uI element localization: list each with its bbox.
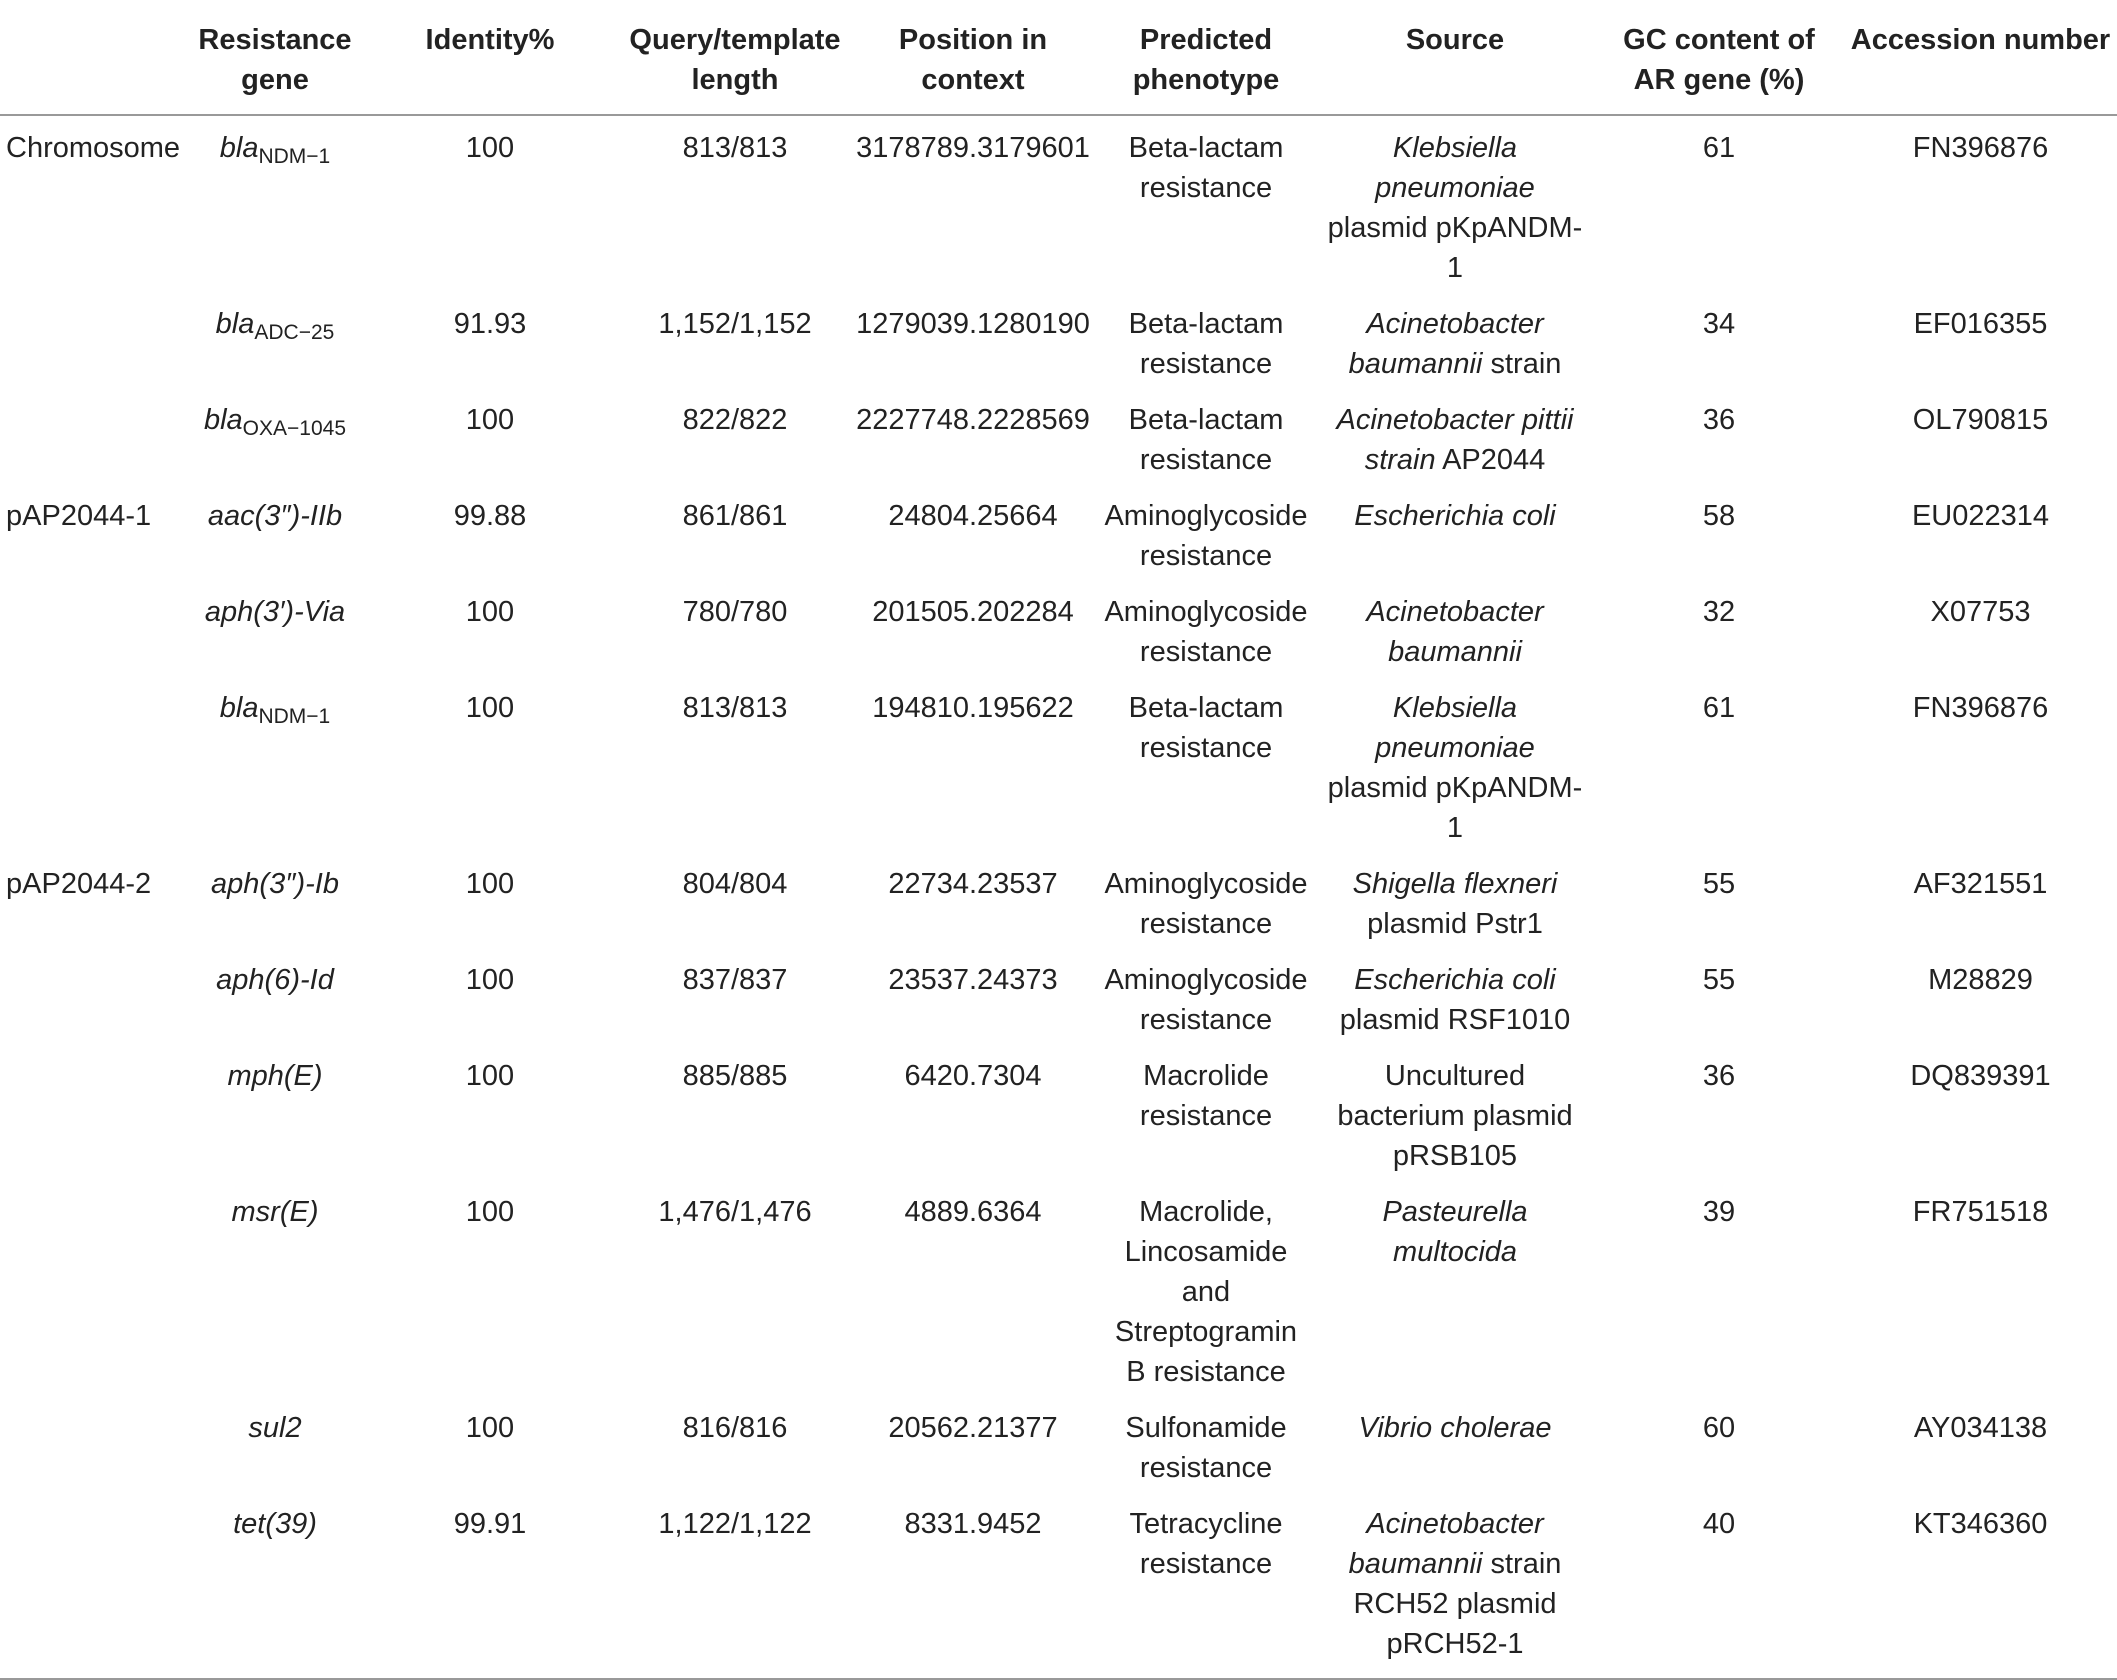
gene-name: aac(3″)-IIb	[207, 500, 343, 532]
phenotype-cell: Aminoglycoside resistance	[1104, 964, 1308, 1036]
resistance-gene-cell	[190, 115, 360, 292]
accession-cell: EU022314	[1911, 500, 2050, 532]
position-cell: 194810.195622	[872, 692, 1074, 724]
position-cell: 24804.25664	[888, 500, 1058, 532]
header-query-template-length: Query/template length	[620, 0, 850, 115]
source-cell	[1316, 388, 1594, 484]
gc-content-cell: 34	[1702, 308, 1736, 340]
gc-content-cell: 61	[1702, 132, 1736, 164]
phenotype-cell: Tetracycline resistance	[1096, 1492, 1316, 1679]
accession-cell: X07753	[1930, 596, 2031, 628]
source-organism: Escherichia coli	[1354, 500, 1556, 532]
phenotype-cell: Aminoglycoside resistance	[1104, 868, 1308, 940]
gene-subscript: OXA−1045	[242, 417, 347, 440]
header-identity: Identity%	[360, 0, 620, 115]
table-row	[0, 292, 2117, 388]
gene-name: bla	[219, 692, 259, 724]
source-cell	[1316, 852, 1594, 948]
table-row	[0, 115, 2117, 292]
gene-name: tet(39)	[233, 1508, 317, 1540]
gene-name: bla	[219, 132, 259, 164]
source-organism: Vibrio cholerae	[1358, 1412, 1552, 1444]
position-cell: 8331.9452	[850, 1492, 1096, 1679]
header-gc-content: GC content of AR gene (%)	[1594, 0, 1844, 115]
accession-cell: EF016355	[1913, 308, 2048, 340]
identity-cell: 99.91	[360, 1492, 620, 1679]
phenotype-cell: Aminoglycoside resistance	[1104, 500, 1308, 572]
length-cell: 1,152/1,152	[658, 308, 812, 340]
table-row	[0, 484, 2117, 580]
gene-name: msr(E)	[231, 1196, 319, 1228]
source-cell	[1316, 1180, 1594, 1396]
gene-subscript: NDM−1	[258, 705, 331, 728]
accession-cell: KT346360	[1844, 1492, 2117, 1679]
resistance-gene-cell	[190, 388, 360, 484]
source-cell	[1316, 484, 1594, 580]
context-cell	[0, 1044, 190, 1180]
context-cell	[0, 292, 190, 388]
position-cell: 6420.7304	[904, 1060, 1042, 1092]
gene-name: aph(3′)-Via	[204, 596, 346, 628]
identity-cell: 100	[465, 132, 515, 164]
length-cell: 816/816	[682, 1412, 788, 1444]
gc-content-cell: 55	[1702, 868, 1736, 900]
identity-cell: 100	[465, 596, 515, 628]
position-cell: 1279039.1280190	[856, 308, 1090, 340]
gc-content-cell: 40	[1594, 1492, 1844, 1679]
context-cell: pAP2044-2	[6, 868, 152, 900]
identity-cell: 99.88	[453, 500, 527, 532]
position-cell: 3178789.3179601	[856, 132, 1090, 164]
phenotype-cell: Macrolide resistance	[1139, 1060, 1273, 1132]
gene-subscript: NDM−1	[258, 145, 331, 168]
header-row	[0, 0, 2117, 115]
header-source: Source	[1316, 0, 1594, 115]
header-context	[0, 0, 190, 115]
context-cell	[0, 948, 190, 1044]
length-cell: 885/885	[682, 1060, 788, 1092]
table-row	[0, 1396, 2117, 1492]
resistance-gene-cell	[190, 484, 360, 580]
phenotype-cell: Sulfonamide resistance	[1125, 1412, 1287, 1484]
resistance-gene-cell	[190, 676, 360, 852]
source-organism: Acinetobacter baumannii	[1366, 596, 1544, 668]
phenotype-cell: Aminoglycoside resistance	[1104, 596, 1308, 668]
position-cell: 201505.202284	[872, 596, 1074, 628]
gc-content-cell: 36	[1702, 1060, 1736, 1092]
header-position-in-context: Position in context	[850, 0, 1096, 115]
phenotype-cell: Macrolide, Lincosamide and Streptogramin B resistance	[1114, 1196, 1298, 1388]
resistance-gene-cell	[190, 292, 360, 388]
source-organism: Shigella flexneri	[1352, 868, 1558, 900]
resistance-gene-cell	[190, 1492, 360, 1679]
header-accession-number: Accession number	[1844, 0, 2117, 115]
source-descriptor: plasmid pKpANDM-1	[1327, 212, 1583, 284]
gene-name: sul2	[248, 1412, 302, 1444]
position-cell: 4889.6364	[904, 1196, 1042, 1228]
position-cell: 2227748.2228569	[856, 404, 1090, 436]
accession-cell: M28829	[1928, 964, 2033, 996]
source-organism: Acinetobacter pittii strain	[1336, 404, 1574, 476]
table-body	[0, 115, 2117, 1679]
table-row	[0, 388, 2117, 484]
length-cell: 822/822	[682, 404, 788, 436]
header-predicted-phenotype: Predicted phenotype	[1096, 0, 1316, 115]
context-cell: Chromosome	[6, 132, 181, 164]
table-row	[0, 1492, 2117, 1679]
length-cell: 813/813	[682, 132, 788, 164]
gc-content-cell: 58	[1702, 500, 1736, 532]
table-row	[0, 676, 2117, 852]
identity-cell: 100	[465, 964, 515, 996]
source-organism: Klebsiella pneumoniae	[1375, 132, 1535, 204]
source-cell	[1316, 948, 1594, 1044]
gene-subscript: ADC−25	[254, 321, 335, 344]
position-cell: 23537.24373	[888, 964, 1058, 996]
identity-cell: 100	[465, 1412, 515, 1444]
phenotype-cell: Beta-lactam resistance	[1128, 692, 1284, 764]
resistance-gene-cell	[190, 580, 360, 676]
source-cell	[1316, 1492, 1594, 1679]
phenotype-cell: Beta-lactam resistance	[1128, 132, 1284, 204]
phenotype-cell: Beta-lactam resistance	[1128, 308, 1284, 380]
length-cell: 837/837	[682, 964, 788, 996]
resistance-gene-cell	[190, 852, 360, 948]
source-descriptor: AP2044	[1442, 444, 1546, 476]
length-cell: 813/813	[682, 692, 788, 724]
context-cell	[0, 1180, 190, 1396]
position-cell: 22734.23537	[888, 868, 1058, 900]
gc-content-cell: 55	[1702, 964, 1736, 996]
table-row	[0, 580, 2117, 676]
context-cell	[0, 1396, 190, 1492]
accession-cell: OL790815	[1912, 404, 2049, 436]
accession-cell: DQ839391	[1910, 1060, 2051, 1092]
gc-content-cell: 60	[1702, 1412, 1736, 1444]
accession-cell: FN396876	[1912, 692, 2049, 724]
length-cell: 1,122/1,122	[620, 1492, 850, 1679]
table-row	[0, 948, 2117, 1044]
source-descriptor: strain	[1490, 348, 1562, 380]
context-cell	[0, 388, 190, 484]
identity-cell: 100	[465, 404, 515, 436]
source-descriptor: strain RCH52 plasmid pRCH52-1	[1353, 1548, 1562, 1660]
accession-cell: AF321551	[1913, 868, 2048, 900]
gene-name: aph(6)-Id	[216, 964, 334, 996]
length-cell: 804/804	[682, 868, 788, 900]
source-organism: Acinetobacter baumannii	[1348, 308, 1544, 380]
table-row	[0, 1180, 2117, 1396]
gc-content-cell: 61	[1702, 692, 1736, 724]
accession-cell: FN396876	[1912, 132, 2049, 164]
context-cell	[0, 1492, 190, 1679]
source-descriptor: plasmid RSF1010	[1339, 1004, 1571, 1036]
source-descriptor: Uncultured bacterium plasmid pRSB105	[1337, 1060, 1573, 1172]
identity-cell: 100	[465, 1196, 515, 1228]
length-cell: 1,476/1,476	[658, 1196, 812, 1228]
resistance-gene-cell	[190, 1044, 360, 1180]
accession-cell: FR751518	[1912, 1196, 2049, 1228]
gc-content-cell: 32	[1702, 596, 1736, 628]
resistance-gene-cell	[190, 1180, 360, 1396]
gene-name: aph(3″)-Ib	[211, 868, 339, 900]
table-header	[0, 0, 2117, 115]
phenotype-cell: Beta-lactam resistance	[1128, 404, 1284, 476]
table-row	[0, 852, 2117, 948]
source-descriptor: plasmid Pstr1	[1367, 908, 1543, 940]
accession-cell: AY034138	[1913, 1412, 2048, 1444]
source-cell	[1316, 1044, 1594, 1180]
source-cell	[1316, 580, 1594, 676]
identity-cell: 100	[465, 868, 515, 900]
source-cell	[1316, 1396, 1594, 1492]
length-cell: 861/861	[682, 500, 788, 532]
header-resistance-gene: Resistance gene	[190, 0, 360, 115]
source-organism: Klebsiella pneumoniae	[1375, 692, 1535, 764]
source-cell	[1316, 115, 1594, 292]
table-row	[0, 1044, 2117, 1180]
identity-cell: 91.93	[453, 308, 527, 340]
gc-content-cell: 36	[1702, 404, 1736, 436]
source-cell	[1316, 292, 1594, 388]
resistance-gene-cell	[190, 1396, 360, 1492]
source-organism: Pasteurella multocida	[1382, 1196, 1528, 1268]
gene-name: bla	[203, 404, 243, 436]
position-cell: 20562.21377	[888, 1412, 1058, 1444]
identity-cell: 100	[465, 1060, 515, 1092]
context-cell	[0, 580, 190, 676]
source-descriptor: plasmid pKpANDM-1	[1327, 772, 1583, 844]
context-cell: pAP2044-1	[6, 500, 152, 532]
identity-cell: 100	[465, 692, 515, 724]
resistance-gene-cell	[190, 948, 360, 1044]
source-cell	[1316, 676, 1594, 852]
length-cell: 780/780	[682, 596, 788, 628]
source-organism: Acinetobacter baumannii	[1348, 1508, 1544, 1580]
gc-content-cell: 39	[1702, 1196, 1736, 1228]
context-cell	[0, 676, 190, 852]
gene-name: bla	[215, 308, 255, 340]
source-organism: Escherichia coli	[1354, 964, 1556, 996]
gene-name: mph(E)	[227, 1060, 323, 1092]
